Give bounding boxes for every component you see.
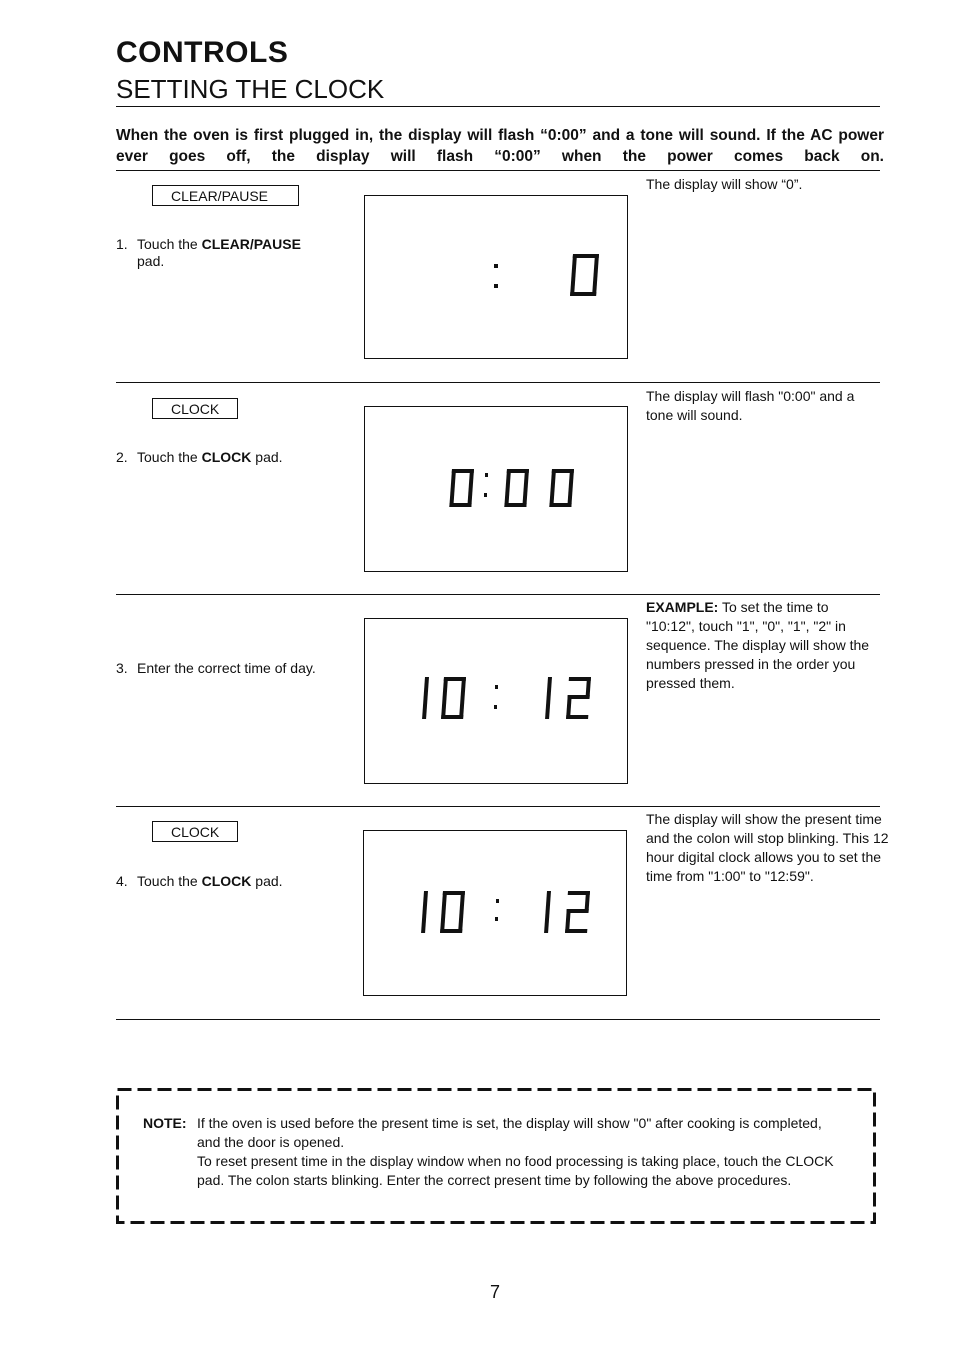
section-subtitle: SETTING THE CLOCK <box>116 74 385 104</box>
step-1-description: The display will show “0”. <box>646 176 803 192</box>
step-2-description: The display will flash "0:00" and a tone will sound. <box>646 388 855 423</box>
step-number: 4. <box>116 873 128 889</box>
step-1-instruction <box>116 236 301 270</box>
display-window-2 <box>364 406 628 572</box>
divider <box>116 170 880 171</box>
step-2-instruction <box>116 449 283 466</box>
divider <box>116 1019 880 1020</box>
step-text: pad. <box>251 873 283 889</box>
display-readout <box>365 407 626 570</box>
display-readout <box>365 196 626 357</box>
header-rule <box>116 106 880 107</box>
step-number: 1. <box>116 236 128 252</box>
step-text: pad. <box>251 449 283 465</box>
note-label: NOTE: <box>143 1115 187 1131</box>
note-line-1: If the oven is used before the present time is set, the display will show "0" after cooking is completed, and the door is opened. <box>197 1115 822 1150</box>
example-label: EXAMPLE: <box>646 599 719 615</box>
display-readout <box>364 831 625 994</box>
note-text <box>197 1114 847 1190</box>
step-number: 2. <box>116 449 128 465</box>
divider <box>116 382 880 383</box>
display-window-3 <box>364 618 628 784</box>
divider <box>116 806 880 807</box>
step-text: Touch the <box>137 873 202 889</box>
page-number: 7 <box>490 1282 501 1302</box>
step-text: pad. <box>137 253 165 269</box>
clock-pad: CLOCK <box>152 821 238 842</box>
step-number: 3. <box>116 660 128 676</box>
step-text: Touch the <box>137 449 202 465</box>
divider <box>116 594 880 595</box>
page-title: CONTROLS <box>116 36 289 69</box>
step-text-bold: CLEAR/PAUSE <box>201 236 301 252</box>
intro-paragraph: When the oven is first plugged in, the display will flash “0:00” and a tone will sound. If the AC power ever goes off, the display will flash “0:00” when the power comes back on. <box>116 127 884 165</box>
display-window-1 <box>364 195 628 359</box>
clock-pad: CLOCK <box>152 398 238 419</box>
step-4-instruction <box>116 873 283 890</box>
step-3-instruction <box>116 660 316 677</box>
step-text-bold: CLOCK <box>201 873 252 889</box>
display-readout <box>365 619 626 782</box>
note-line-2: To reset present time in the display window when no food processing is taking place, touch the CLOCK pad. The colon starts blinking. Enter the correct present time by following the above procedures. <box>197 1153 834 1188</box>
step-text: Enter the correct time of day. <box>137 660 316 676</box>
step-4-description: The display will show the present time and the colon will stop blinking. This 12 hour digital clock allows you to set the time from "1:00" to "12:59". <box>646 811 889 884</box>
step-text: Touch the <box>137 236 202 252</box>
step-3-description <box>646 598 876 693</box>
clear-pause-pad: CLEAR/PAUSE <box>152 185 299 206</box>
step-text-bold: CLOCK <box>201 449 252 465</box>
example-text: To set the time to "10:12", touch "1", "0", "1", "2" in sequence. The display will show the numbers pressed in the order you pressed them. <box>646 599 870 691</box>
display-window-4 <box>363 830 627 996</box>
